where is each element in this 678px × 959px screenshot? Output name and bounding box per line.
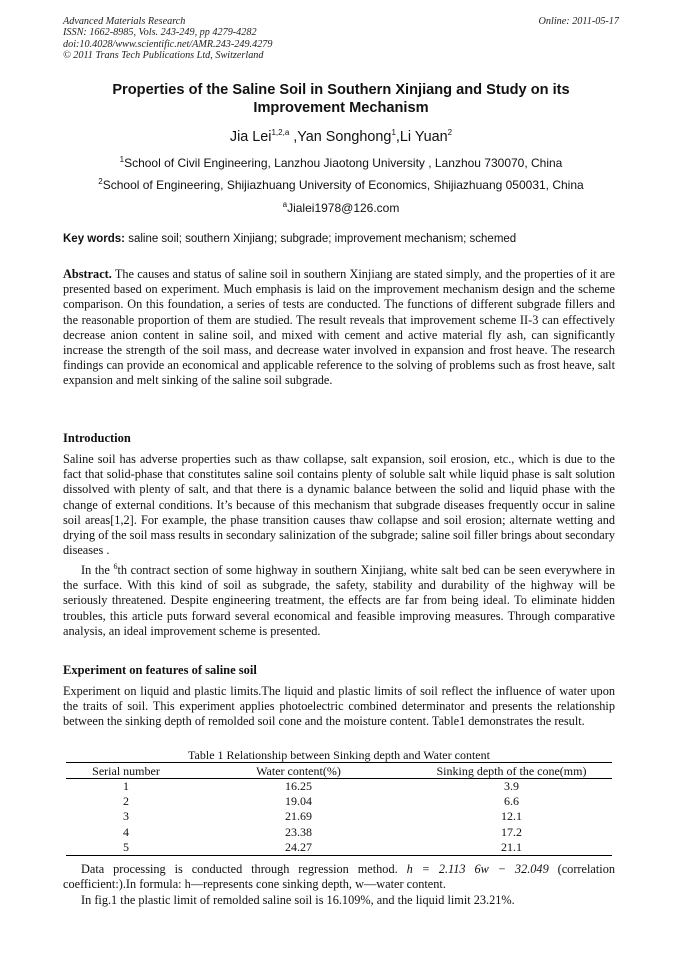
author-2-sup: 1 (391, 128, 396, 138)
table-row (66, 825, 612, 840)
section-heading-experiment: Experiment on features of saline soil (63, 663, 257, 677)
table-cell: 1 (123, 779, 129, 793)
intro-paragraph-1: Saline soil has adverse properties such as thaw collapse, salt expansion, soil erosion, etc., which is due to the fact that solid-phase that constitutes saline soil contains plenty of soluble salt while liquid phase is salt solution dissolved with plenty of salt, and that there is a dynamic balance between the solid and liquid phase with the change of external conditions. It’s because of this mechanism that subgrade diseases frequently occur in saline soil areas[1,2]. For example, the phase transition causes thaw collapse and soil erosion; alternate wetting and drying of the soil mass results in secondary salinization of the subgrade; saline soil filler brings about secondary diseases . (63, 452, 615, 558)
keywords-text: saline soil; southern Xinjiang; subgrade; improvement mechanism; schemed (125, 233, 517, 245)
table-cell: 19.04 (285, 794, 312, 809)
table-cell: 16.25 (285, 779, 312, 793)
table-caption: Table 1 Relationship between Sinking depth and Water content (188, 748, 490, 762)
doi-line[interactable]: doi:10.4028/www.scientific.net/AMR.243-249.4279 (63, 38, 273, 50)
table-cell: 3 (123, 809, 129, 824)
affiliation-2 (60, 178, 622, 192)
table-row (66, 809, 612, 824)
email-sup: a (282, 200, 288, 209)
table-cell: 21.1 (411, 840, 612, 856)
table-row (66, 779, 612, 795)
author-1: Jia Lei (229, 129, 272, 145)
data-table (66, 762, 612, 856)
table-cell: 5 (66, 840, 186, 856)
abstract-label: Abstract. (63, 267, 112, 281)
table-cell: 3.9 (504, 779, 519, 793)
email-line (60, 201, 622, 215)
keywords-label: Key words: (63, 233, 125, 245)
intro-p2-pre: In the (81, 563, 114, 577)
abstract-text: The causes and status of saline soil in southern Xinjiang are stated simply, and the properties of it are presented based on experiment. Much emphasis is laid on the improvement mechanism design and the scheme comparison. On this foundation, a series of tests are conducted. The functions of different subgrade fillers and the reasonable proportion of them are studied. The result reveals that improvement scheme II-3 can effectively decrease anion content in saline soil, and mixed with cement and active material fly ash, can significantly increase the strength of the soil mass, and decrease water involved in expansion and frost heave. The research findings can provide an economical and applicable reference to the solving of problems such as frost heave, salt expansion and melt sinking of the saline soil subgrade. (63, 267, 615, 388)
author-1-sup: 1,2,a (271, 128, 290, 138)
table-cell: 23.38 (285, 824, 312, 839)
author-3: ,Li Yuan (395, 129, 448, 145)
experiment-p2-pre: Data processing is conducted through regression method. (81, 862, 407, 876)
intro-p2-sup: 6 (113, 561, 118, 571)
table-row (66, 840, 612, 856)
title-line-1: Properties of the Saline Soil in Southern Xinjiang and Study on its (112, 82, 570, 98)
section-heading-introduction: Introduction (63, 431, 131, 445)
copyright-line: © 2011 Trans Tech Publications Ltd, Switzerland (63, 50, 264, 62)
table-cell: 6.6 (504, 794, 519, 809)
journal-header (63, 16, 619, 62)
experiment-p2-post: (correlation coefficient:).In formula: h—represents cone sinking depth, w—water content. (63, 862, 615, 892)
regression-formula: h = 2.113 6w − 32.049 (406, 862, 549, 876)
title-line-2: Improvement Mechanism (253, 100, 429, 116)
author-2: ,Yan Songhong (289, 129, 392, 145)
paper-title (60, 81, 622, 117)
author-3-sup: 2 (447, 128, 453, 138)
table-cell: 21.69 (285, 809, 312, 824)
affiliation-1-sup: 1 (119, 155, 125, 164)
experiment-paragraph-1: Experiment on liquid and plastic limits.The liquid and plastic limits of soil reflect the influence of water upon the traits of soil. This experiment applies photoelectric combined determinator and presents the relationship between the sinking depth of remolded soil cone and the moisture content. Table1 demonstrates the result. (63, 684, 615, 729)
table-cell: 12.1 (501, 809, 522, 824)
table-cell: 17.2 (501, 824, 522, 839)
keywords (63, 233, 623, 245)
journal-name: Advanced Materials Research (63, 16, 186, 27)
table-cell: 2 (123, 794, 129, 809)
table-header-row (66, 763, 612, 779)
table-header-cell: Serial number (66, 763, 186, 779)
affiliation-2-text: School of Engineering, Shijiazhuang University of Economics, Shijiazhuang 050031, China (102, 178, 584, 192)
experiment-paragraph-2 (63, 862, 615, 892)
intro-paragraph-2 (63, 563, 615, 639)
affiliation-1-text: School of Civil Engineering, Lanzhou Jiaotong University , Lanzhou 730070, China (124, 156, 563, 170)
abstract (63, 267, 615, 389)
issn-line: ISSN: 1662-8985, Vols. 243-249, pp 4279-4282 (63, 27, 257, 39)
online-date: Online: 2011-05-17 (538, 16, 619, 27)
email-address[interactable]: Jialei1978@126.com (287, 201, 400, 215)
affiliation-1 (60, 156, 622, 170)
table-cell: 24.27 (186, 840, 411, 856)
table-cell: 4 (123, 824, 129, 839)
table-header-cell: Water content(%) (186, 763, 411, 779)
table-row (66, 794, 612, 809)
intro-p2-post: th contract section of some highway in southern Xinjiang, white salt bed can be seen everywhere in the surface. With this kind of soil as subgrade, the safety, stability and durability of the highway will be seriously threatened. Despite engineering treatment, the effects are far from being ideal. To eliminate hidden troubles, this article puts forward several economical and feasible improving measures. Through comparative analysis, an ideal improvement scheme is presented. (63, 563, 615, 638)
author-list (60, 129, 622, 145)
experiment-paragraph-3: In fig.1 the plastic limit of remolded saline soil is 16.109%, and the liquid limit 23.21%. (81, 893, 515, 907)
table-header-cell: Sinking depth of the cone(mm) (411, 763, 612, 779)
affiliation-2-sup: 2 (98, 177, 103, 186)
